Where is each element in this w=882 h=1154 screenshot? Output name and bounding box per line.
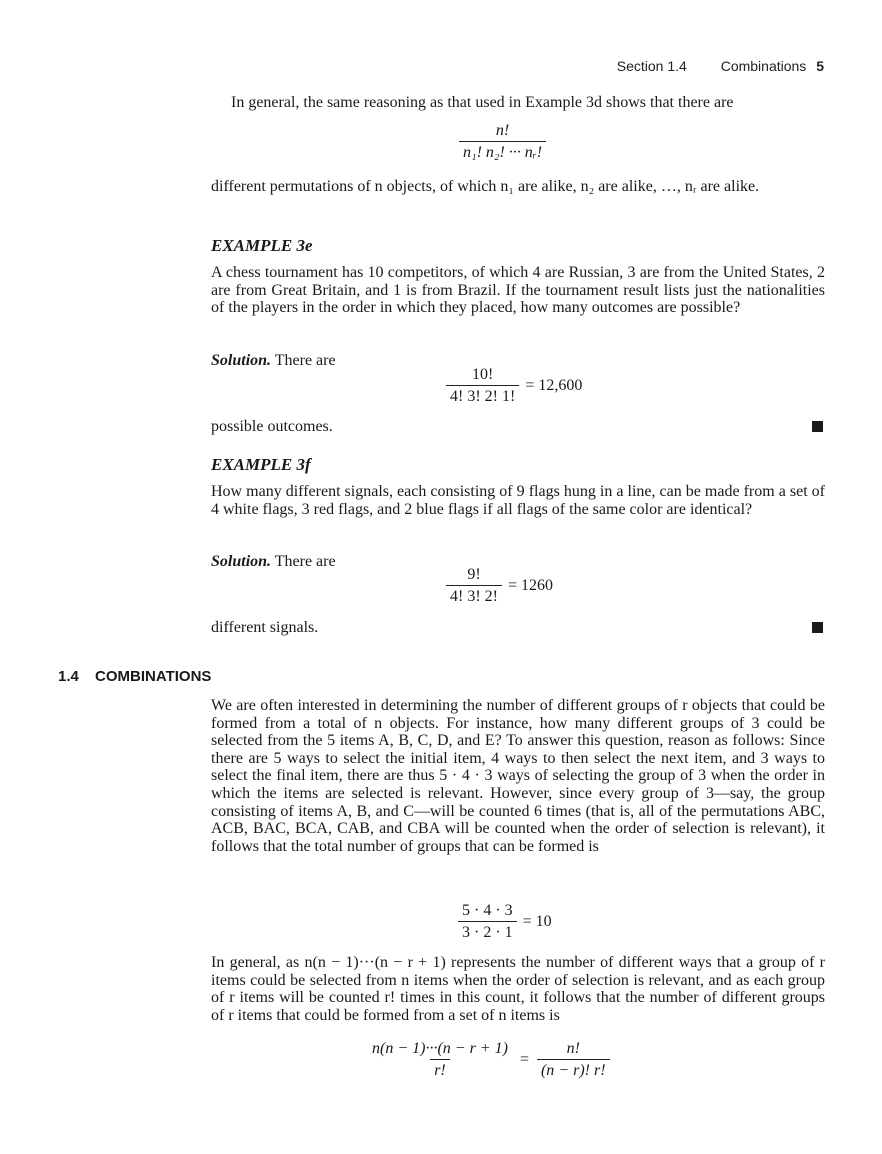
combination-general-formula xyxy=(368,1040,610,1080)
formula-result: = 12,600 xyxy=(525,377,583,394)
intro-text: In general, the same reasoning as that used in Example 3d shows that there are xyxy=(231,94,734,111)
formula-lhs-numerator: n(n − 1)···(n − r + 1) xyxy=(372,1040,508,1057)
solution-label: Solution. xyxy=(211,352,272,369)
section-number: 1.4 xyxy=(58,668,79,685)
header-section: Section 1.4 xyxy=(616,58,687,74)
formula-equals: = xyxy=(519,1051,529,1068)
example-3f-formula xyxy=(446,566,553,606)
combination-example-formula xyxy=(458,902,552,942)
formula-denominator: 4! 3! 2! 1! xyxy=(446,385,519,406)
formula-result: = 10 xyxy=(522,913,552,930)
formula-denominator: 4! 3! 2! xyxy=(446,585,502,606)
section-title: COMBINATIONS xyxy=(95,668,212,685)
example-3f-title: EXAMPLE 3f xyxy=(211,455,311,474)
solution-text: There are xyxy=(274,352,336,369)
section-heading xyxy=(58,668,211,685)
solution-text: There are xyxy=(274,553,336,570)
qed-square xyxy=(812,622,823,633)
formula-rhs-denominator: (n − r)! r! xyxy=(537,1059,610,1080)
example-3e-title: EXAMPLE 3e xyxy=(211,236,313,255)
solution-label: Solution. xyxy=(211,553,272,570)
qed-square xyxy=(812,421,823,432)
formula-denominator: 3 · 2 · 1 xyxy=(458,921,517,942)
example-3e-closing: possible outcomes. xyxy=(211,418,333,435)
formula-lhs-denominator: r! xyxy=(430,1059,450,1080)
header-title: Combinations xyxy=(720,58,807,74)
section-paragraph-2: In general, as n(n − 1)···(n − r + 1) represents the number of different ways that a group of r items could be selected from n items when the order of selection is relevant, and as each group of r items will be counted r! times in this count, it follows that the number of different groups of r items that could be formed from a set of n items is xyxy=(211,954,825,1024)
formula-numerator: 5 · 4 · 3 xyxy=(462,902,513,919)
formula-rhs-numerator: n! xyxy=(566,1040,580,1057)
example-3f-body: How many different signals, each consisting of 9 flags hung in a line, can be made from a set of 4 white flags, 3 red flags, and 2 blue flags if all flags of the same color are identical? xyxy=(211,483,825,518)
page-number: 5 xyxy=(816,58,824,74)
section-paragraph-1: We are often interested in determining the number of different groups of r objects that could be formed from a total of n objects. For instance, how many different groups of 3 could be selected from the 5 items A, B, C, D, and E? To answer this question, reason as follows: Since there are 5 ways to select the initial item, 4 ways to then select the next item, and 3 ways to select the final item, there are thus 5 · 4 · 3 ways of selecting the group of 3 when the order in which the items are selected is relevant. However, since every group of 3—say, the group consisting of items A, B, and C—will be counted 6 times (that is, all of the permutations ABC, ACB, BAC, BCA, CAB, and CBA will be counted when the order of selection is relevant), it follows that the total number of groups that can be formed is xyxy=(211,697,825,855)
example-3e-formula xyxy=(446,366,582,406)
intro-formula xyxy=(459,122,546,162)
intro-formula-numerator: n! xyxy=(495,122,510,139)
formula-numerator: 9! xyxy=(467,566,481,583)
intro-formula-denominator: n₁! n₂! ··· nᵣ! xyxy=(459,141,546,162)
running-header xyxy=(617,58,824,74)
formula-numerator: 10! xyxy=(471,366,494,383)
formula-result: = 1260 xyxy=(507,577,554,594)
example-3e-body: A chess tournament has 10 competitors, of which 4 are Russian, 3 are from the United States, 2 are from Great Britain, and 1 is from Brazil. If the tournament result lists just the nationalities of the players in the order in which they placed, how many outcomes are possible? xyxy=(211,264,825,317)
intro-after: different permutations of n objects, of which n₁ are alike, n₂ are alike, …, nᵣ are alike. xyxy=(211,178,760,195)
example-3f-closing: different signals. xyxy=(211,619,319,636)
